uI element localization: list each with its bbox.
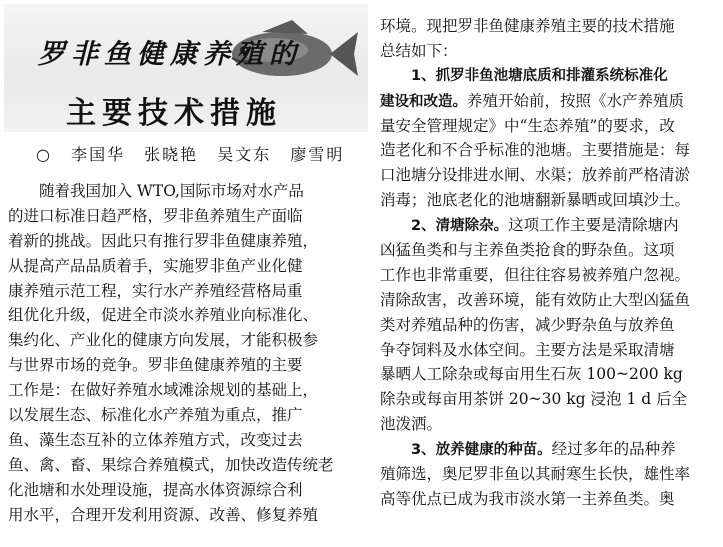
paragraph-text: 经过多年的品种养 xyxy=(551,440,676,459)
paragraph-line: 暴晒人工除杂或每亩用生石灰 100~200 kg xyxy=(380,365,683,384)
paragraph-line: 环境。现把罗非鱼健康养殖主要的技术措施 xyxy=(380,17,675,35)
paragraph-line: 工作是：在做好养殖水域滩涂规划的基础上， xyxy=(8,381,319,400)
paragraph-line: 鱼、藻生态互补的立体养殖方式，改变过去 xyxy=(8,430,303,449)
section-heading: 1、抓罗非鱼池塘底质和排灌系统标准化 xyxy=(411,67,668,84)
right-column-text xyxy=(380,14,718,512)
paragraph-line xyxy=(380,437,718,462)
paragraph-line: 鱼、禽、畜、果综合养殖模式，加快改造传统老 xyxy=(8,455,334,474)
author-bullet: ○ xyxy=(36,145,52,164)
left-column-text xyxy=(8,179,364,527)
paragraph-line: 类对养殖品种的伤害，减少野杂鱼与放养鱼 xyxy=(380,315,675,334)
paragraph-line: 以发展生态、标准化水产养殖为重点，推广 xyxy=(8,406,303,425)
title-banner xyxy=(4,4,368,132)
paragraph-line: 除杂或每亩用茶饼 20~30 kg 浸泡 1 d 后全 xyxy=(380,390,688,409)
paragraph-line: 化池塘和水处理设施，提高水体资源综合利 xyxy=(8,480,303,499)
author-name: 李国华 xyxy=(71,145,126,164)
paragraph-line: 从提高产品品质着手，实施罗非鱼产业化健 xyxy=(8,256,303,275)
paragraph-line: 集约化、产业化的健康方向发展，才能积极参 xyxy=(8,331,319,350)
author-line xyxy=(36,142,376,165)
paragraph-text: 养殖开始前，按照《水产养殖质 xyxy=(467,91,685,110)
author-name: 张晓艳 xyxy=(144,145,199,164)
paragraph-line: 康养殖示范工程，实行水产养殖经营格局重 xyxy=(8,281,303,300)
article-title-line2: 主要技术措施 xyxy=(66,96,282,131)
paragraph-line: 的进口标准日趋严格，罗非鱼养殖生产面临 xyxy=(8,206,303,225)
paragraph-line: 殖筛选，奥尼罗非鱼以其耐寒生长快，雄性率 xyxy=(380,465,691,484)
paragraph-line: 工作也非常重要，但往往容易被养殖户忽视。 xyxy=(380,265,691,284)
paragraph-line: 组优化升级，促进全市淡水养殖业向标准化、 xyxy=(8,306,319,325)
article-title-line1: 罗非鱼健康养殖的 xyxy=(38,39,302,70)
section-heading: 2、清塘除杂。 xyxy=(411,218,509,235)
author-name: 吴文东 xyxy=(217,145,272,164)
paragraph-line: 消毒；池底老化的池塘翻新暴晒或回填沙土。 xyxy=(380,191,691,210)
paragraph-line xyxy=(380,89,718,114)
paragraph-line: 争夺饲料及水体空间。主要方法是采取清塘 xyxy=(380,340,675,359)
paragraph-line: 随着我国加入 WTO,国际市场对水产品 xyxy=(39,182,304,200)
author-name: 廖雪明 xyxy=(290,145,345,164)
paragraph-line: 高等优点已成为我市淡水第一主养鱼类。奥 xyxy=(380,489,675,508)
paragraph-line: 清除敌害，改善环境，能有效防止大型凶猛鱼 xyxy=(380,290,691,309)
paragraph-line: 总结如下： xyxy=(380,41,458,60)
paragraph-line: 着新的挑战。因此只有推行罗非鱼健康养殖， xyxy=(8,231,319,250)
paragraph-line: 口池塘分设排进水闸、水渠；放养前严格清淤 xyxy=(380,166,691,185)
paragraph-text: 这项工作主要是清除塘内 xyxy=(508,216,679,235)
section-heading: 建设和改造。 xyxy=(380,93,467,110)
paragraph-line: 凶猛鱼类和与主养鱼类抢食的野杂鱼。这项 xyxy=(380,241,675,260)
paragraph-line: 量安全管理规定》中“生态养殖”的要求，改 xyxy=(380,116,675,135)
paragraph-line: 造老化和不合乎标准的池塘。主要措施是：每 xyxy=(380,141,691,160)
section-heading: 3、放养健康的种苗。 xyxy=(411,442,552,459)
paragraph-line xyxy=(380,213,718,238)
paragraph-line: 池泼洒。 xyxy=(380,415,443,434)
paragraph-line: 用水平，合理开发利用资源、改善、修复养殖 xyxy=(8,505,319,524)
paragraph-line: 与世界市场的竞争。罗非鱼健康养殖的主要 xyxy=(8,356,303,375)
